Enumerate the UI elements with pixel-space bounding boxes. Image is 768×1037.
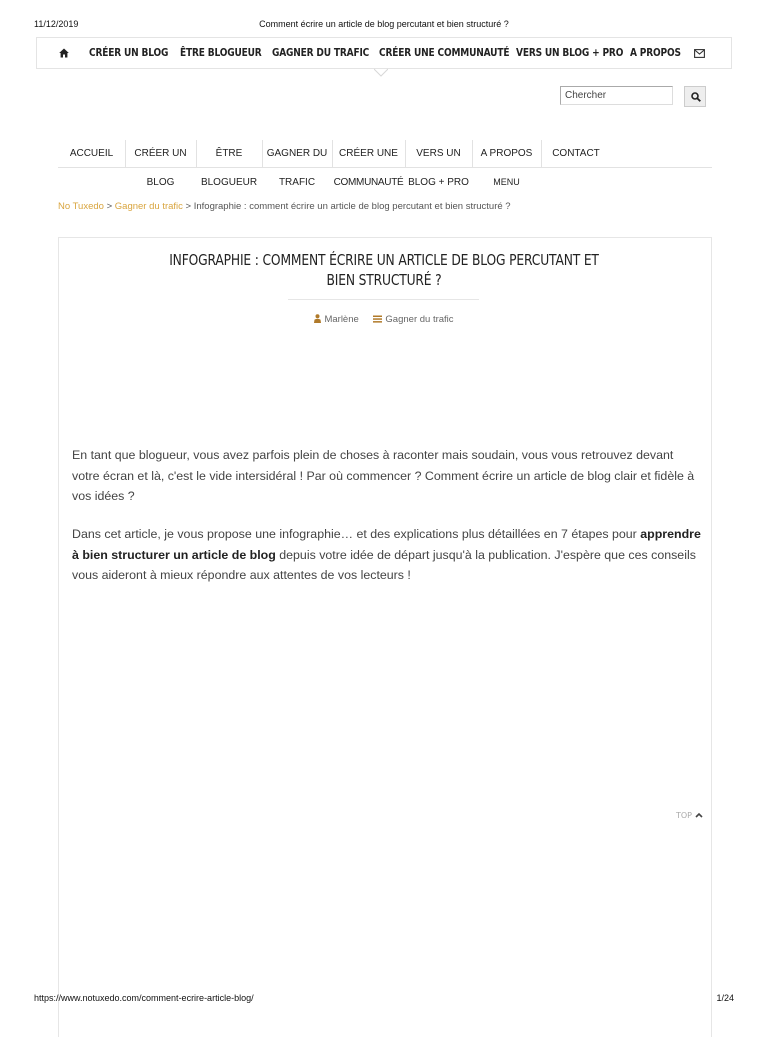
top-nav-item-a-propos[interactable]: A PROPOS (630, 47, 681, 59)
nav-item-contact[interactable]: CONTACT (552, 148, 600, 159)
nav-item-a-propos[interactable]: A PROPOS (480, 148, 533, 159)
top-label[interactable]: TOP (676, 811, 693, 820)
top-nav-item-creer-blog[interactable]: CRÉER UN BLOG (89, 47, 169, 59)
top-nav-item-gagner-trafic[interactable]: GAGNER DU TRAFIC (272, 47, 370, 59)
paragraph-2-text-start: Dans cet article, je vous propose une infographie… et des explications plus détaillées en 7 étapes pour (72, 527, 641, 541)
article-title (68, 250, 700, 290)
breadcrumb-current: Infographie : comment écrire un article de blog percutant et bien structuré ? (193, 201, 511, 212)
paragraph-2-bold: apprendre à bien structurer un article de blog (72, 527, 701, 562)
breadcrumb (58, 201, 511, 212)
nav-item-vers-blog-pro[interactable]: VERS UN (416, 148, 461, 159)
search-button[interactable] (684, 86, 706, 107)
print-title: Comment écrire un article de blog percutant et bien structuré ? (259, 19, 509, 29)
main-nav (58, 140, 712, 196)
article-paragraph-2 (72, 524, 702, 586)
back-to-top-link[interactable] (676, 811, 703, 820)
article-meta (0, 314, 768, 325)
breadcrumb-category-link[interactable]: Gagner du trafic (114, 201, 183, 212)
top-nav-item-creer-communaute[interactable]: CRÉER UNE COMMUNAUTÉ (379, 47, 510, 59)
category[interactable] (373, 314, 453, 325)
nav-item-creer-blog[interactable]: CRÉER UN (134, 148, 187, 159)
search-input[interactable] (560, 86, 673, 105)
menu-toggle[interactable]: MENU (493, 177, 520, 187)
nav-item-creer-communaute-line2[interactable]: COMMUNAUTÉ (333, 177, 404, 188)
nav-item-vers-blog-pro-line2[interactable]: BLOG + PRO (408, 177, 469, 188)
nav-item-etre-blogueur[interactable]: ÊTRE (215, 148, 243, 159)
article-title-line2: BIEN STRUCTURÉ ? (326, 271, 442, 289)
article-title-line1: INFOGRAPHIE : COMMENT ÉCRIRE UN ARTICLE DE BLOG PERCUTANT ET (169, 251, 599, 269)
chevron-up-icon (695, 812, 703, 818)
top-nav-item-vers-blog-pro[interactable]: VERS UN BLOG + PRO (516, 47, 624, 59)
top-nav-item-etre-blogueur[interactable]: ÊTRE BLOGUEUR (180, 47, 262, 59)
print-page-number: 1/24 (716, 993, 734, 1003)
print-header (34, 19, 734, 31)
breadcrumb-home-link[interactable]: No Tuxedo (58, 201, 104, 212)
caret-down-icon (374, 68, 388, 78)
nav-item-accueil[interactable]: ACCUEIL (69, 148, 114, 159)
nav-item-creer-blog-line2[interactable]: BLOG (146, 177, 175, 188)
title-divider (288, 299, 479, 300)
home-icon[interactable] (59, 48, 69, 58)
search-icon (691, 92, 701, 102)
article-paragraph-1: En tant que blogueur, vous avez parfois plein de choses à raconter mais soudain, vous vous retrouvez devant votre écran et là, c'est le vide intersidéral ! Par où commencer ? Comment écrire un article de blog clair et fidèle à vos idées ? (72, 448, 695, 503)
nav-item-gagner-trafic[interactable]: GAGNER DU (266, 148, 328, 159)
breadcrumb-separator: > (182, 201, 194, 212)
nav-item-creer-communaute[interactable]: CRÉER UNE (339, 148, 398, 159)
main-nav-divider (58, 167, 712, 168)
author-name[interactable]: Marlène (324, 314, 359, 325)
top-nav (36, 37, 732, 69)
list-icon (373, 315, 382, 323)
print-date: 11/12/2019 (34, 19, 79, 29)
author[interactable] (314, 314, 358, 325)
print-footer (34, 993, 734, 1005)
user-icon (314, 314, 321, 323)
print-url: https://www.notuxedo.com/comment-ecrire-article-blog/ (34, 993, 254, 1003)
article-card (58, 237, 712, 1037)
category-name[interactable]: Gagner du trafic (385, 314, 454, 325)
nav-item-etre-blogueur-line2[interactable]: BLOGUEUR (200, 177, 258, 188)
paragraph-2-text-end: depuis votre idée de départ jusqu'à la publication. J'espère que ces conseils vous aideront à mieux répondre aux attentes de vos lecteurs ! (72, 547, 696, 582)
envelope-icon[interactable] (694, 49, 705, 58)
nav-item-gagner-trafic-line2[interactable]: TRAFIC (278, 177, 316, 188)
breadcrumb-separator: > (103, 201, 115, 212)
